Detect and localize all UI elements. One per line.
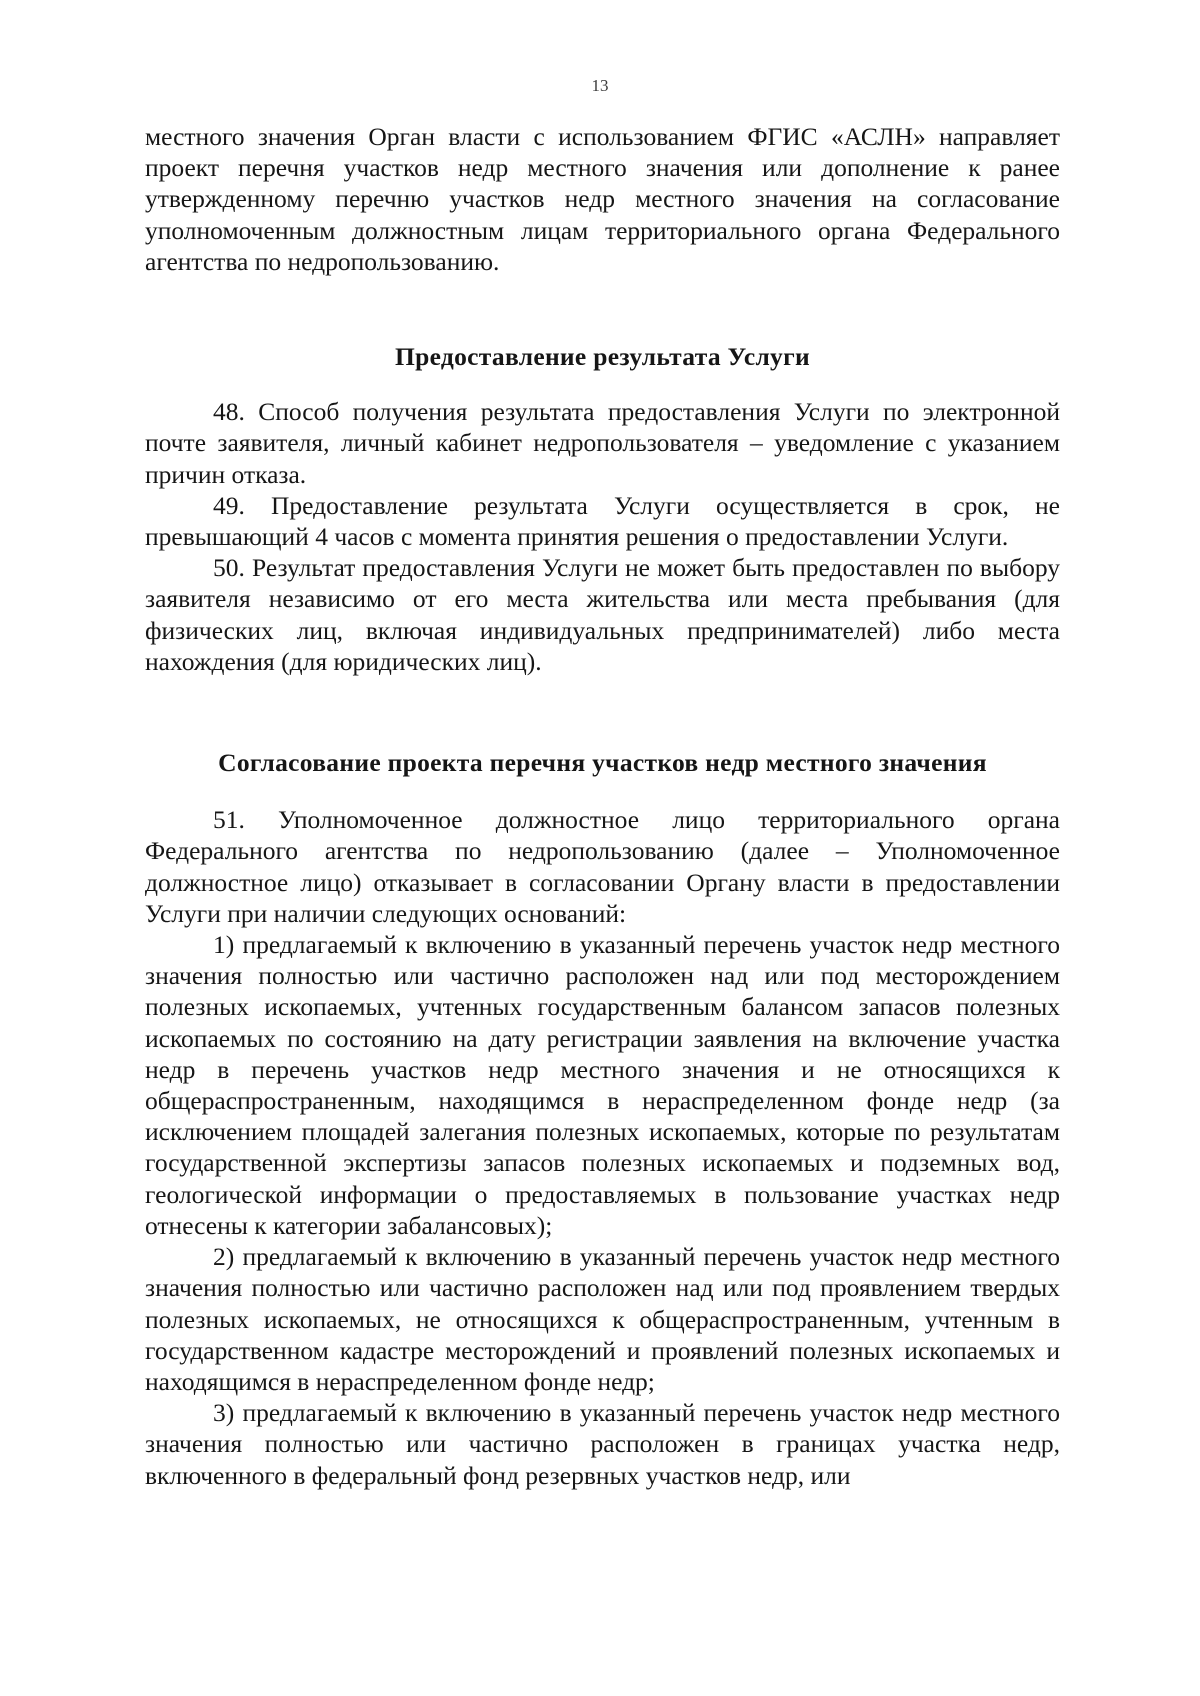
paragraph-49: 49. Предоставление результата Услуги осуществляется в срок, не превышающий 4 часов с момента принятия решения о предоставлении Услуги. bbox=[145, 490, 1060, 552]
paragraph-51: 51. Уполномоченное должностное лицо территориального органа Федерального агентства по недропользованию (далее – Уполномоченное должностное лицо) отказывает в согласовании Органу власти в предоставлении Услуги при наличии следующих оснований: bbox=[145, 805, 1060, 928]
page-number: 13 bbox=[591, 76, 609, 95]
paragraph-50: 50. Результат предоставления Услуги не может быть предоставлен по выбору заявителя независимо от его места жительства или места пребывания (для физических лиц, включая индивидуальных предпринимателей) либо места нахождения (для юридических лиц). bbox=[145, 553, 1060, 676]
list-item-2: 2) предлагаемый к включению в указанный перечень участок недр местного значения полностью или частично расположен над или под проявлением твердых полезных ископаемых, не относящихся к общераспространенным, учтенным в государственном кадастре месторождений и проявлений полезных ископаемых и находящимся в нераспределенном фонде недр; bbox=[145, 1242, 1060, 1396]
list-item-3: 3) предлагаемый к включению в указанный перечень участок недр местного значения полностью или частично расположен в границах участка недр, включенного в федеральный фонд резервных участков недр, или bbox=[145, 1398, 1060, 1490]
section-heading-result: Предоставление результата Услуги bbox=[395, 342, 810, 372]
document-body bbox=[145, 121, 1060, 1491]
section-heading-approval: Согласование проекта перечня участков недр местного значения bbox=[218, 748, 987, 778]
paragraph-48: 48. Способ получения результата предоставления Услуги по электронной почте заявителя, личный кабинет недропользователя – уведомление с указанием причин отказа. bbox=[145, 397, 1060, 489]
intro-paragraph: местного значения Орган власти с использованием ФГИС «АСЛН» направляет проект перечня участков недр местного значения или дополнение к ранее утвержденному перечню участков недр местного значения на согласование уполномоченным должностным лицам территориального органа Федерального агентства по недропользованию. bbox=[145, 122, 1060, 276]
list-item-1: 1) предлагаемый к включению в указанный перечень участок недр местного значения полностью или частично расположен над или под месторождением полезных ископаемых, учтенных государственным балансом запасов полезных ископаемых по состоянию на дату регистрации заявления на включение участка недр в перечень участков недр местного значения и не относящихся к общераспространенным, находящимся в нераспределенном фонде недр (за исключением площадей залегания полезных ископаемых, которые по результатам государственной экспертизы запасов полезных ископаемых и подземных вод, геологической информации о предоставляемых в пользование участках недр отнесены к категории забалансовых); bbox=[145, 930, 1060, 1240]
